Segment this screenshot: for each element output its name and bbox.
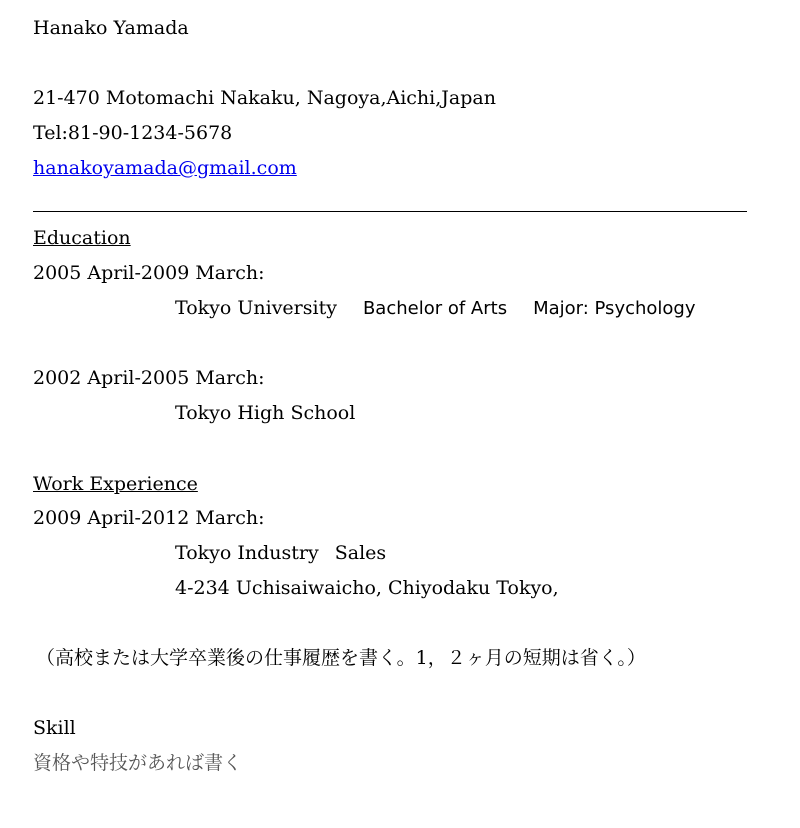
major: Major: Psychology xyxy=(533,298,696,319)
skill-note: 資格や特技があれば書く xyxy=(33,752,243,774)
email-link[interactable]: hanakoyamada@gmail.com xyxy=(33,157,297,179)
company-name: Tokyo Industry xyxy=(175,542,319,564)
work-detail-1 xyxy=(175,541,386,565)
work-period-1: 2009 April-2012 March: xyxy=(33,507,265,529)
work-address-1: 4-234 Uchisaiwaicho, Chiyodaku Tokyo, xyxy=(175,577,559,599)
applicant-name: Hanako Yamada xyxy=(33,17,189,39)
phone-line: Tel:81-90-1234-5678 xyxy=(33,122,233,144)
school-name: Tokyo High School xyxy=(175,402,356,424)
job-role: Sales xyxy=(334,542,387,564)
education-period-2: 2002 April-2005 March: xyxy=(33,367,265,389)
address-line: 21-470 Motomachi Nakaku, Nagoya,Aichi,Japan xyxy=(33,87,496,109)
education-detail-2 xyxy=(175,401,355,425)
school-name: Tokyo University xyxy=(175,297,337,319)
education-detail-1 xyxy=(175,296,696,321)
education-heading: Education xyxy=(33,227,131,249)
work-note: （高校または大学卒業後の仕事履歴を書く。1，２ヶ月の短期は省く。） xyxy=(36,647,646,669)
degree: Bachelor of Arts xyxy=(362,298,508,319)
skill-heading: Skill xyxy=(33,717,76,739)
education-period-1: 2005 April-2009 March: xyxy=(33,262,265,284)
divider xyxy=(33,211,747,212)
work-heading: Work Experience xyxy=(33,473,198,495)
